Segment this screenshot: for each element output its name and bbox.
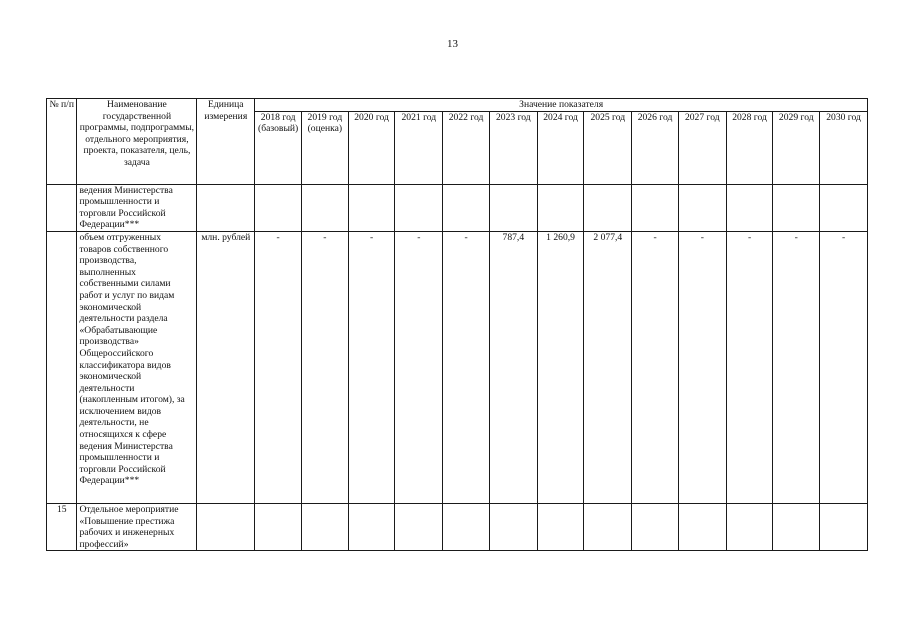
row-value	[632, 503, 679, 550]
row-value: -	[255, 231, 302, 503]
row-value	[302, 184, 349, 231]
row-number	[47, 231, 77, 503]
column-header-year: 2026 год	[632, 111, 679, 184]
row-unit	[197, 503, 255, 550]
column-header-year: 2028 год	[726, 111, 773, 184]
row-value: -	[443, 231, 490, 503]
row-value	[255, 503, 302, 550]
row-unit: млн. рублей	[197, 231, 255, 503]
row-value	[348, 503, 395, 550]
row-value	[537, 503, 584, 550]
row-value: 2 077,4	[584, 231, 632, 503]
row-value: -	[395, 231, 443, 503]
row-value: -	[678, 231, 726, 503]
row-value: -	[773, 231, 820, 503]
row-value	[584, 503, 632, 550]
column-header-year: 2020 год	[348, 111, 395, 184]
row-value	[489, 503, 537, 550]
row-value	[773, 503, 820, 550]
column-header-year: 2019 год (оценка)	[302, 111, 349, 184]
row-value	[773, 184, 820, 231]
column-header-value: Значение показателя	[255, 99, 868, 112]
row-unit	[197, 184, 255, 231]
column-header-name: Наименование государственной программы, подпрограммы, отдельного мероприятия, проекта, показателя, цель, задача	[77, 99, 197, 185]
column-header-number: № п/п	[47, 99, 77, 185]
row-value	[632, 184, 679, 231]
column-header-year: 2030 год	[820, 111, 868, 184]
table-row	[47, 503, 868, 550]
column-header-year: 2024 год	[537, 111, 584, 184]
row-value: 1 260,9	[537, 231, 584, 503]
row-value	[537, 184, 584, 231]
table-row	[47, 231, 868, 503]
row-value	[302, 503, 349, 550]
row-value	[678, 184, 726, 231]
row-name: ведения Министерства промышленности и торговли Российской Федерации***	[77, 184, 197, 231]
column-header-unit: Единица измерения	[197, 99, 255, 185]
header-row-top	[47, 99, 868, 112]
table-body	[47, 184, 868, 551]
column-header-year: 2025 год	[584, 111, 632, 184]
column-header-year: 2021 год	[395, 111, 443, 184]
row-value	[678, 503, 726, 550]
column-header-year: 2027 год	[678, 111, 726, 184]
table-row	[47, 184, 868, 231]
row-value	[255, 184, 302, 231]
column-header-year: 2029 год	[773, 111, 820, 184]
row-value	[489, 184, 537, 231]
indicators-table	[46, 98, 868, 551]
row-value	[395, 184, 443, 231]
column-header-year: 2023 год	[489, 111, 537, 184]
column-header-year: 2022 год	[443, 111, 490, 184]
row-value	[395, 503, 443, 550]
row-value: -	[820, 231, 868, 503]
row-value	[443, 184, 490, 231]
row-value	[726, 184, 773, 231]
row-value	[348, 184, 395, 231]
row-value	[726, 503, 773, 550]
row-value: -	[632, 231, 679, 503]
row-name: Отдельное мероприятие «Повышение престижа рабочих и инженерных профессий»	[77, 503, 197, 550]
row-value	[443, 503, 490, 550]
page-number: 13	[447, 38, 458, 50]
column-header-year: 2018 год (базовый)	[255, 111, 302, 184]
row-value: 787,4	[489, 231, 537, 503]
row-value	[820, 503, 868, 550]
row-name: объем отгруженных товаров собственного производства, выполненных собственными силами работ и услуг по видам экономической деятельности раздела «Обрабатывающие производства» Общероссийского классификатора видов экономической деятельности (накопленным итогом), за исключением видов деятельности, не относящихся к сфере ведения Министерства промышленности и торговли Российской Федерации***	[77, 231, 197, 503]
row-value	[820, 184, 868, 231]
row-number: 15	[47, 503, 77, 550]
row-value: -	[726, 231, 773, 503]
row-number	[47, 184, 77, 231]
row-value	[584, 184, 632, 231]
row-value: -	[302, 231, 349, 503]
row-value: -	[348, 231, 395, 503]
